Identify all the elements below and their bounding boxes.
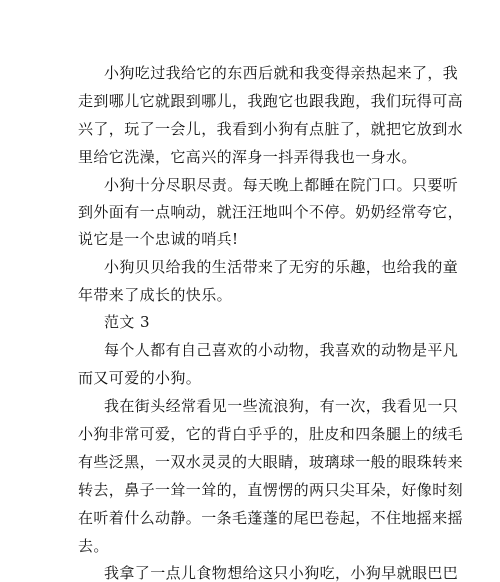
text-line: 去。 <box>78 537 109 555</box>
text-line: 兴了，玩了一会儿，我看到小狗有点脏了，就把它放到水 <box>78 120 464 138</box>
text-line: 小狗贝贝给我的生活带来了无穷的乐趣，也给我的童 <box>104 258 459 276</box>
text-line: 到外面有一点响动，就汪汪地叫个不停。奶奶经常夸它， <box>78 203 464 221</box>
text-line: 转去，鼻子一耸一耸的，直愣愣的两只尖耳朵，好像时刻 <box>78 481 464 499</box>
text-line: 说它是一个忠诚的哨兵! <box>78 230 239 248</box>
text-line: 有些泛黑，一双水灵灵的大眼睛，玻璃球一般的眼珠转来 <box>78 453 464 471</box>
section-heading: 范文 3 <box>104 313 150 331</box>
text-line: 而又可爱的小狗。 <box>78 369 202 387</box>
text-line: 每个人都有自己喜欢的小动物，我喜欢的动物是平凡 <box>104 341 459 359</box>
text-line: 里给它洗澡，它高兴的浑身一抖弄得我也一身水。 <box>78 148 417 166</box>
text-line: 我在街头经常看见一些流浪狗，有一次，我看见一只 <box>104 397 459 415</box>
text-line: 小狗非常可爱，它的背白乎乎的，肚皮和四条腿上的绒毛 <box>78 425 464 443</box>
text-line: 我拿了一点儿食物想给这只小狗吃，小狗早就眼巴巴 <box>104 564 459 582</box>
text-line: 在听着什么动静。一条毛蓬蓬的尾巴卷起，不住地摇来摇 <box>78 509 464 527</box>
text-line: 小狗吃过我给它的东西后就和我变得亲热起来了，我 <box>104 64 459 82</box>
text-line: 年带来了成长的快乐。 <box>78 286 233 304</box>
text-line: 小狗十分尽职尽责。每天晚上都睡在院门口。只要听 <box>104 176 459 194</box>
text-line: 走到哪儿它就跟到哪儿，我跑它也跟我跑，我们玩得可高 <box>78 92 464 110</box>
